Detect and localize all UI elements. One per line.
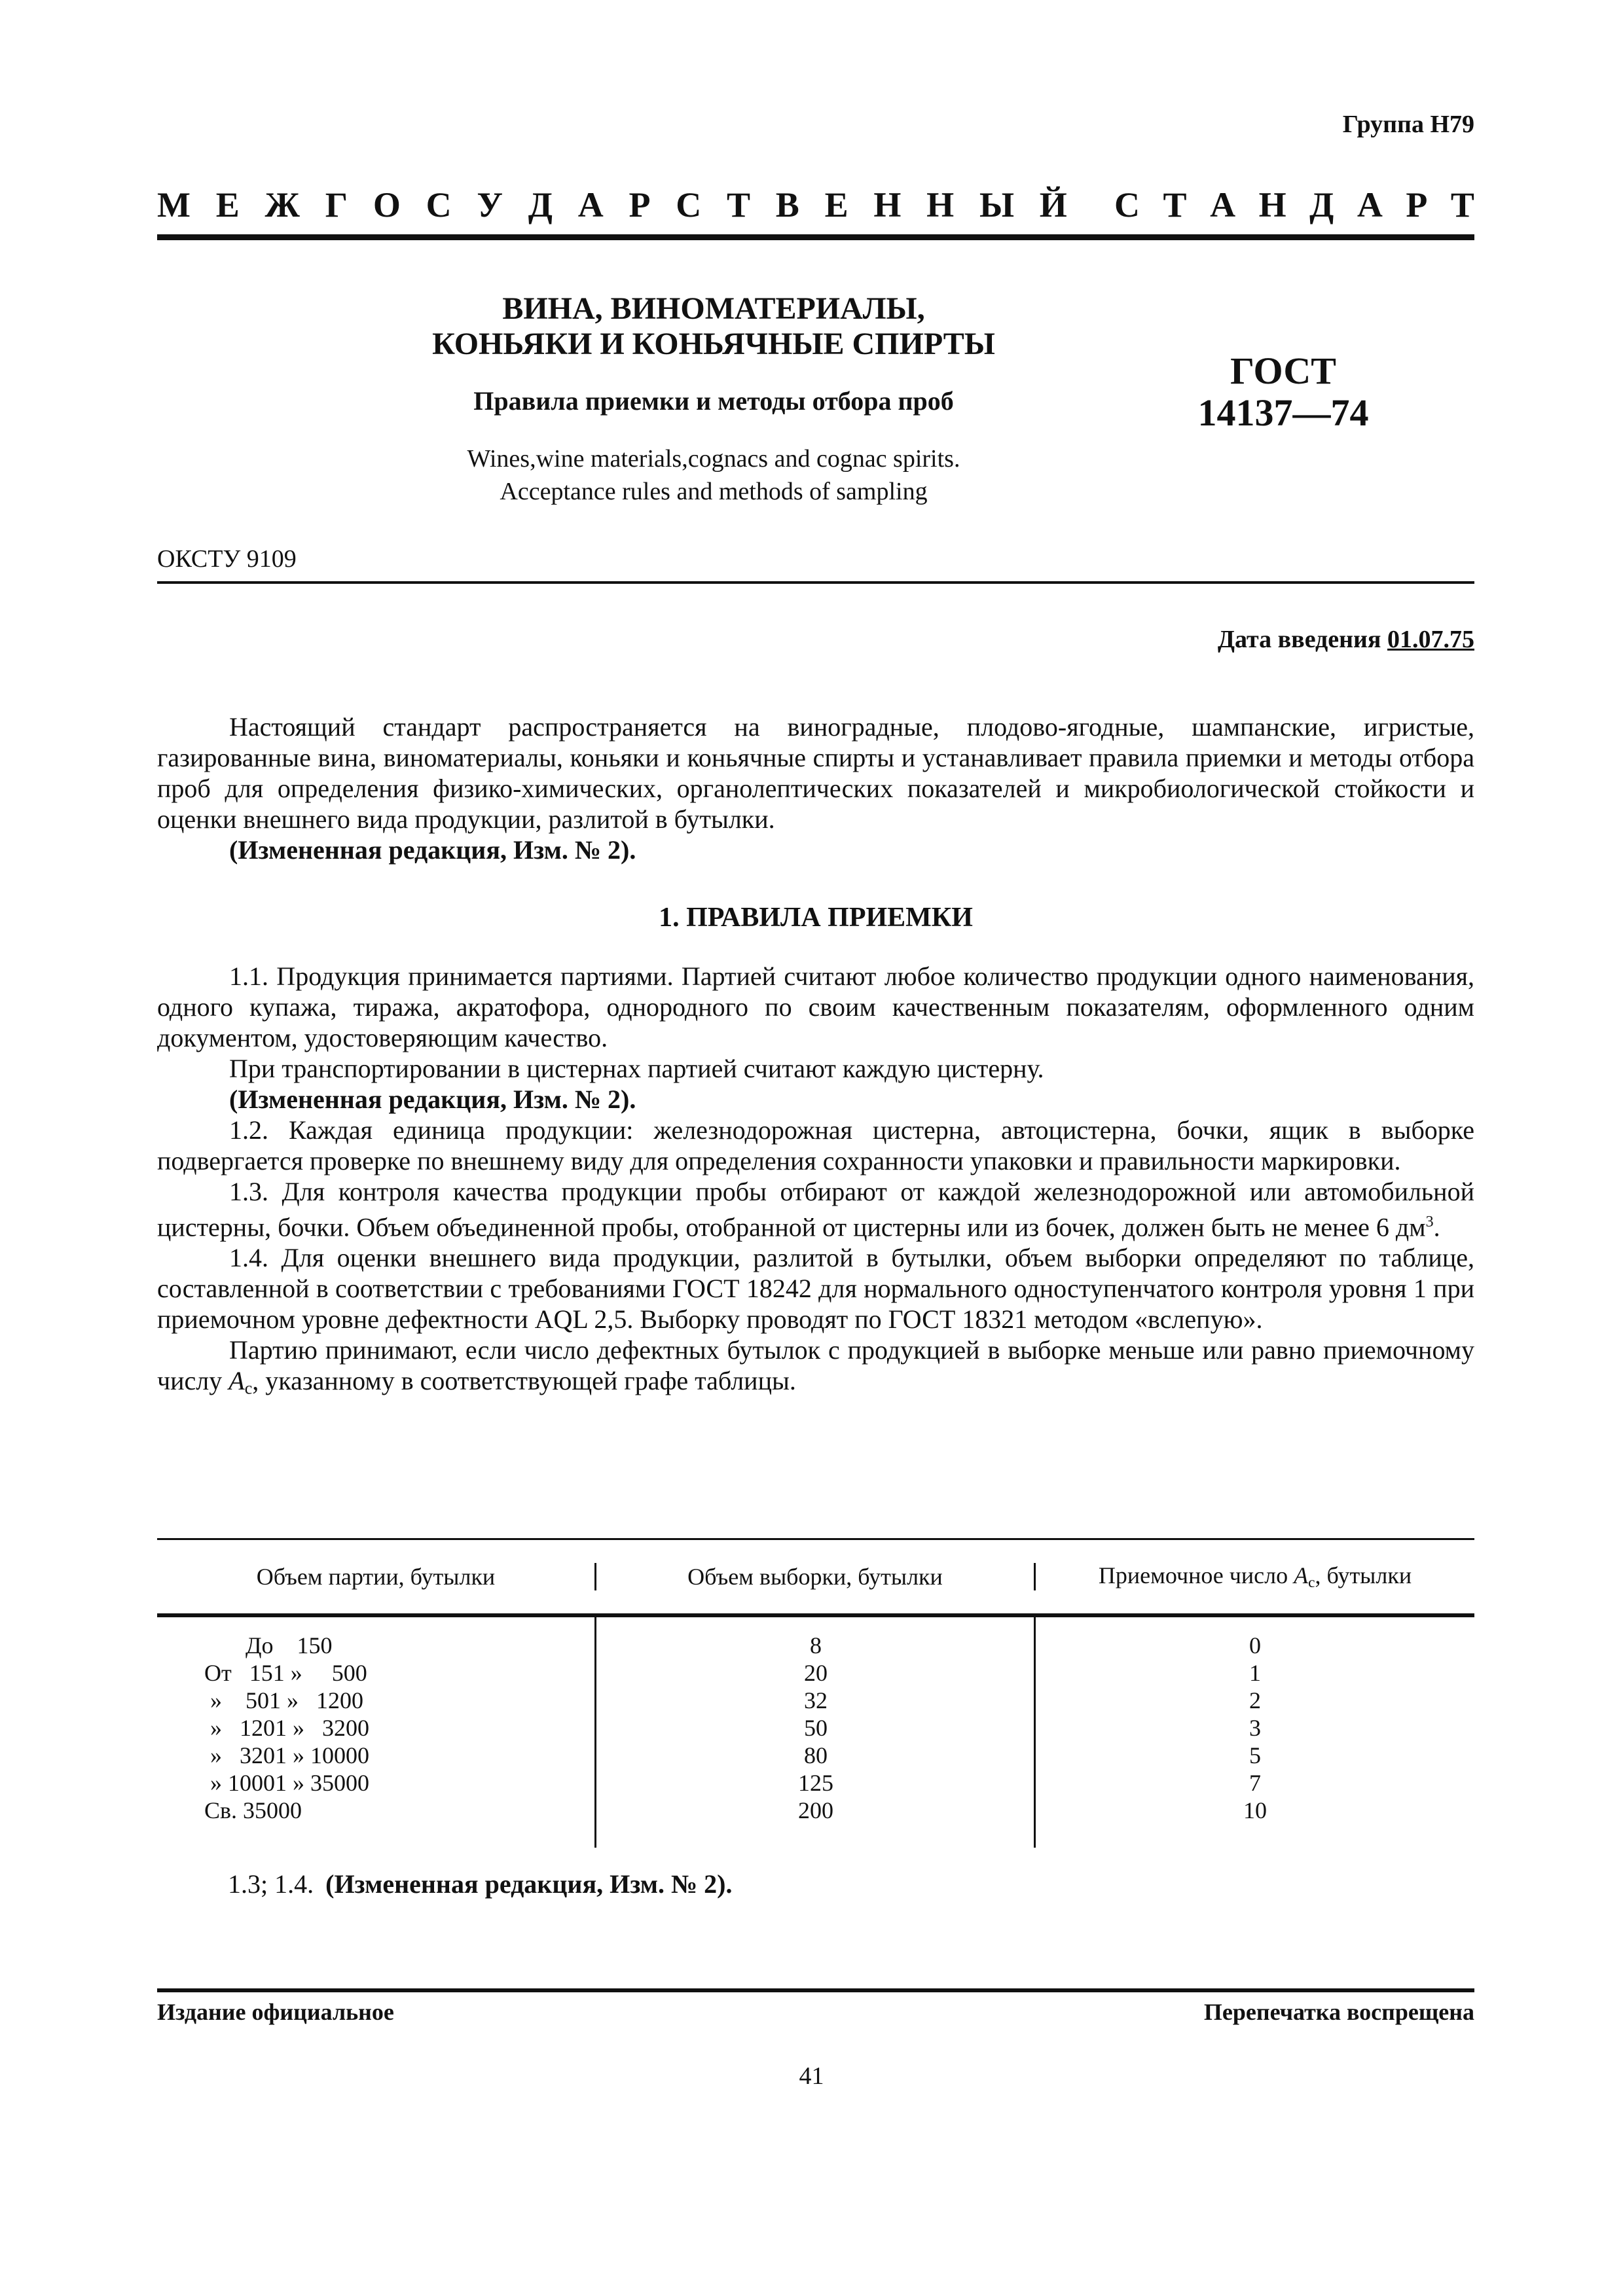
table-cell: » 501 » 1200 xyxy=(204,1687,363,1713)
gost-code: 14137—74 xyxy=(1197,391,1369,434)
banner-letter: Т xyxy=(1450,185,1474,224)
acceptance-variable: A xyxy=(228,1366,245,1396)
table-cell: 1 xyxy=(1249,1660,1261,1686)
acceptance-subscript: c xyxy=(244,1378,253,1398)
title-line-1: ВИНА, ВИНОМАТЕРИАЛЫ, xyxy=(502,291,925,326)
title-block xyxy=(288,291,1139,508)
banner-letter: Ж xyxy=(264,185,300,224)
banner-letter: У xyxy=(477,185,503,224)
paragraph-1-4b-end: , указанному в соответствующей графе таблицы. xyxy=(252,1366,796,1396)
banner-letter: О xyxy=(373,185,401,224)
table-cell: » 3201 » 10000 xyxy=(204,1742,369,1768)
gost-label: ГОСТ xyxy=(1230,350,1336,392)
title-line-2: КОНЬЯКИ И КОНЬЯЧНЫЕ СПИРТЫ xyxy=(432,327,995,361)
banner-letter: Й xyxy=(1039,185,1067,224)
table-header xyxy=(157,1538,1474,1617)
banner-letter: А xyxy=(1357,185,1383,224)
banner-letter: В xyxy=(775,185,799,224)
header-acceptance-variable: A xyxy=(1294,1562,1309,1589)
table-cell: 8 xyxy=(810,1632,822,1659)
paragraph-1-4b-text: Партию принимают, если число дефектных бутылок с продукцией в выборке меньше или равно приемочному числу xyxy=(157,1335,1474,1396)
english-title xyxy=(288,442,1139,508)
footer-reprint-prohibited: Перепечатка воспрещена xyxy=(1203,1999,1474,2025)
header-acceptance-unit: , бутылки xyxy=(1315,1562,1412,1589)
intro-date-label: Дата введения xyxy=(1217,626,1381,653)
intro-amendment: (Измененная редакция, Изм. № 2). xyxy=(229,835,636,865)
table-cell: До 150 xyxy=(204,1632,333,1659)
paragraph-1-1: 1.1. Продукция принимается партиями. Партией считают любое количество продукции одного наименования, одного купажа, тиража, акратофора, однородного по своим качественным показателям, оформленного одним документом, удостоверяющим качество. xyxy=(157,961,1474,1052)
banner-letter: Н xyxy=(873,185,902,224)
header-acceptance-subscript: c xyxy=(1308,1573,1315,1591)
header-lot-size: Объем партии, бутылки xyxy=(157,1563,596,1590)
table-cell: 5 xyxy=(1249,1742,1261,1768)
banner-word-standard xyxy=(1114,185,1474,225)
footer-rule xyxy=(157,1988,1474,1992)
banner-letter: Д xyxy=(528,185,553,224)
title-rule xyxy=(157,581,1474,584)
paragraph-1-3-end: . xyxy=(1433,1212,1440,1242)
table-body xyxy=(157,1617,1474,1848)
banner-letter: Е xyxy=(215,185,240,224)
banner-letter: С xyxy=(676,185,702,224)
banner-letter: Р xyxy=(629,185,651,224)
banner-letter: М xyxy=(157,185,191,224)
paragraph-1-1b: При транспортировании в цистернах партией считают каждую цистерну. xyxy=(229,1054,1044,1083)
banner-letter: А xyxy=(1210,185,1236,224)
header-acceptance-number xyxy=(1036,1562,1474,1592)
banner-letter: Ы xyxy=(979,185,1014,224)
page-number: 41 xyxy=(799,2062,824,2090)
table-cell: 50 xyxy=(804,1715,828,1741)
amendment-text: (Измененная редакция, Изм. № 2). xyxy=(325,1869,733,1899)
table-cell: 10 xyxy=(1243,1797,1267,1823)
paragraph-1-3-text: 1.3. Для контроля качества продукции пробы отбирают от каждой железнодорожной или автомобильной цистерны, бочки. Объем объединенной пробы, отобранной от цистерны или из бочек, должен быть не менее 6 дм xyxy=(157,1177,1474,1242)
banner-letter: Д xyxy=(1309,185,1334,224)
paragraph-1-2: 1.2. Каждая единица продукции: железнодорожная цистерна, автоцистерна, бочки, ящик в выборке подвергается проверке по внешнему виду для определения сохранности упаковки и правильности маркировки. xyxy=(157,1115,1474,1175)
amendment-ref: 1.3; 1.4. xyxy=(228,1869,314,1899)
table-cell: » 10001 » 35000 xyxy=(204,1770,369,1796)
table-cell: От 151 » 500 xyxy=(204,1660,367,1686)
banner-letter: С xyxy=(1114,185,1140,224)
table-cell: 32 xyxy=(804,1687,828,1713)
table-cell: 7 xyxy=(1249,1770,1261,1796)
intro-section xyxy=(157,711,1474,865)
header-sample-size: Объем выборки, бутылки xyxy=(596,1563,1036,1590)
banner-letter: Т xyxy=(1163,185,1187,224)
header-rule xyxy=(157,234,1474,240)
sampling-table xyxy=(157,1538,1474,1848)
amendment-note xyxy=(228,1869,732,1899)
table-cell: 2 xyxy=(1249,1687,1261,1713)
banner-letter: Р xyxy=(1406,185,1428,224)
sample-size-column xyxy=(596,1617,1036,1848)
acceptance-number-column xyxy=(1036,1617,1474,1848)
gost-number xyxy=(1152,350,1414,434)
intro-date-value: 01.07.75 xyxy=(1387,626,1474,653)
banner-letter: Н xyxy=(1258,185,1286,224)
paragraph-1-4b xyxy=(157,1335,1474,1404)
standard-banner xyxy=(157,185,1474,225)
section-1-body xyxy=(157,961,1474,1404)
banner-letter: Т xyxy=(727,185,751,224)
table-cell: 0 xyxy=(1249,1632,1261,1659)
table-cell: 200 xyxy=(798,1797,833,1823)
okstu-code: ОКСТУ 9109 xyxy=(157,545,297,573)
banner-letter: Г xyxy=(325,185,348,224)
banner-letter: Н xyxy=(926,185,955,224)
paragraph-1-4: 1.4. Для оценки внешнего вида продукции, разлитой в бутылки, объем выборки определяют по таблице, составленной в соответствии с требованиями ГОСТ 18242 для нормального одноступенчатого контроля уровня 1 при приемочном уровне дефектности AQL 2,5. Выборку проводят по ГОСТ 18321 методом «вслепую». xyxy=(157,1243,1474,1335)
table-cell: 125 xyxy=(798,1770,833,1796)
footer-official-edition: Издание официальное xyxy=(157,1999,394,2025)
section-heading: 1. ПРАВИЛА ПРИЕМКИ xyxy=(659,903,973,933)
header-acceptance-text: Приемочное число xyxy=(1098,1562,1294,1589)
lot-size-column xyxy=(157,1617,596,1848)
paragraph-1-1-amendment: (Измененная редакция, Изм. № 2). xyxy=(229,1085,636,1114)
table-cell: 3 xyxy=(1249,1715,1261,1741)
group-code: Группа Н79 xyxy=(1342,111,1474,138)
intro-date xyxy=(1218,625,1474,654)
table-cell: 20 xyxy=(804,1660,828,1686)
english-title-line-1: Wines,wine materials,cognacs and cognac spirits. xyxy=(467,445,960,473)
banner-letter: А xyxy=(577,185,604,224)
english-title-line-2: Acceptance rules and methods of sampling xyxy=(500,478,928,505)
table-cell: » 1201 » 3200 xyxy=(204,1715,369,1741)
subtitle: Правила приемки и методы отбора проб xyxy=(473,386,954,416)
table-cell: Св. 35000 xyxy=(204,1797,302,1823)
banner-letter: С xyxy=(426,185,452,224)
intro-paragraph: Настоящий стандарт распространяется на виноградные, плодово-ягодные, шампанские, игристые, газированные вина, виноматериалы, коньяки и коньячные спирты и устанавливает правила приемки и методы отбора проб для определения физико-химических, органолептических показателей и микробиологической стойкости и оценки внешнего вида продукции, разлитой в бутылки. xyxy=(157,712,1474,834)
unit-exponent: 3 xyxy=(1425,1213,1434,1230)
paragraph-1-3 xyxy=(157,1176,1474,1242)
table-cell: 80 xyxy=(804,1742,828,1768)
banner-word-interstate xyxy=(157,185,1067,225)
banner-letter: Е xyxy=(824,185,848,224)
